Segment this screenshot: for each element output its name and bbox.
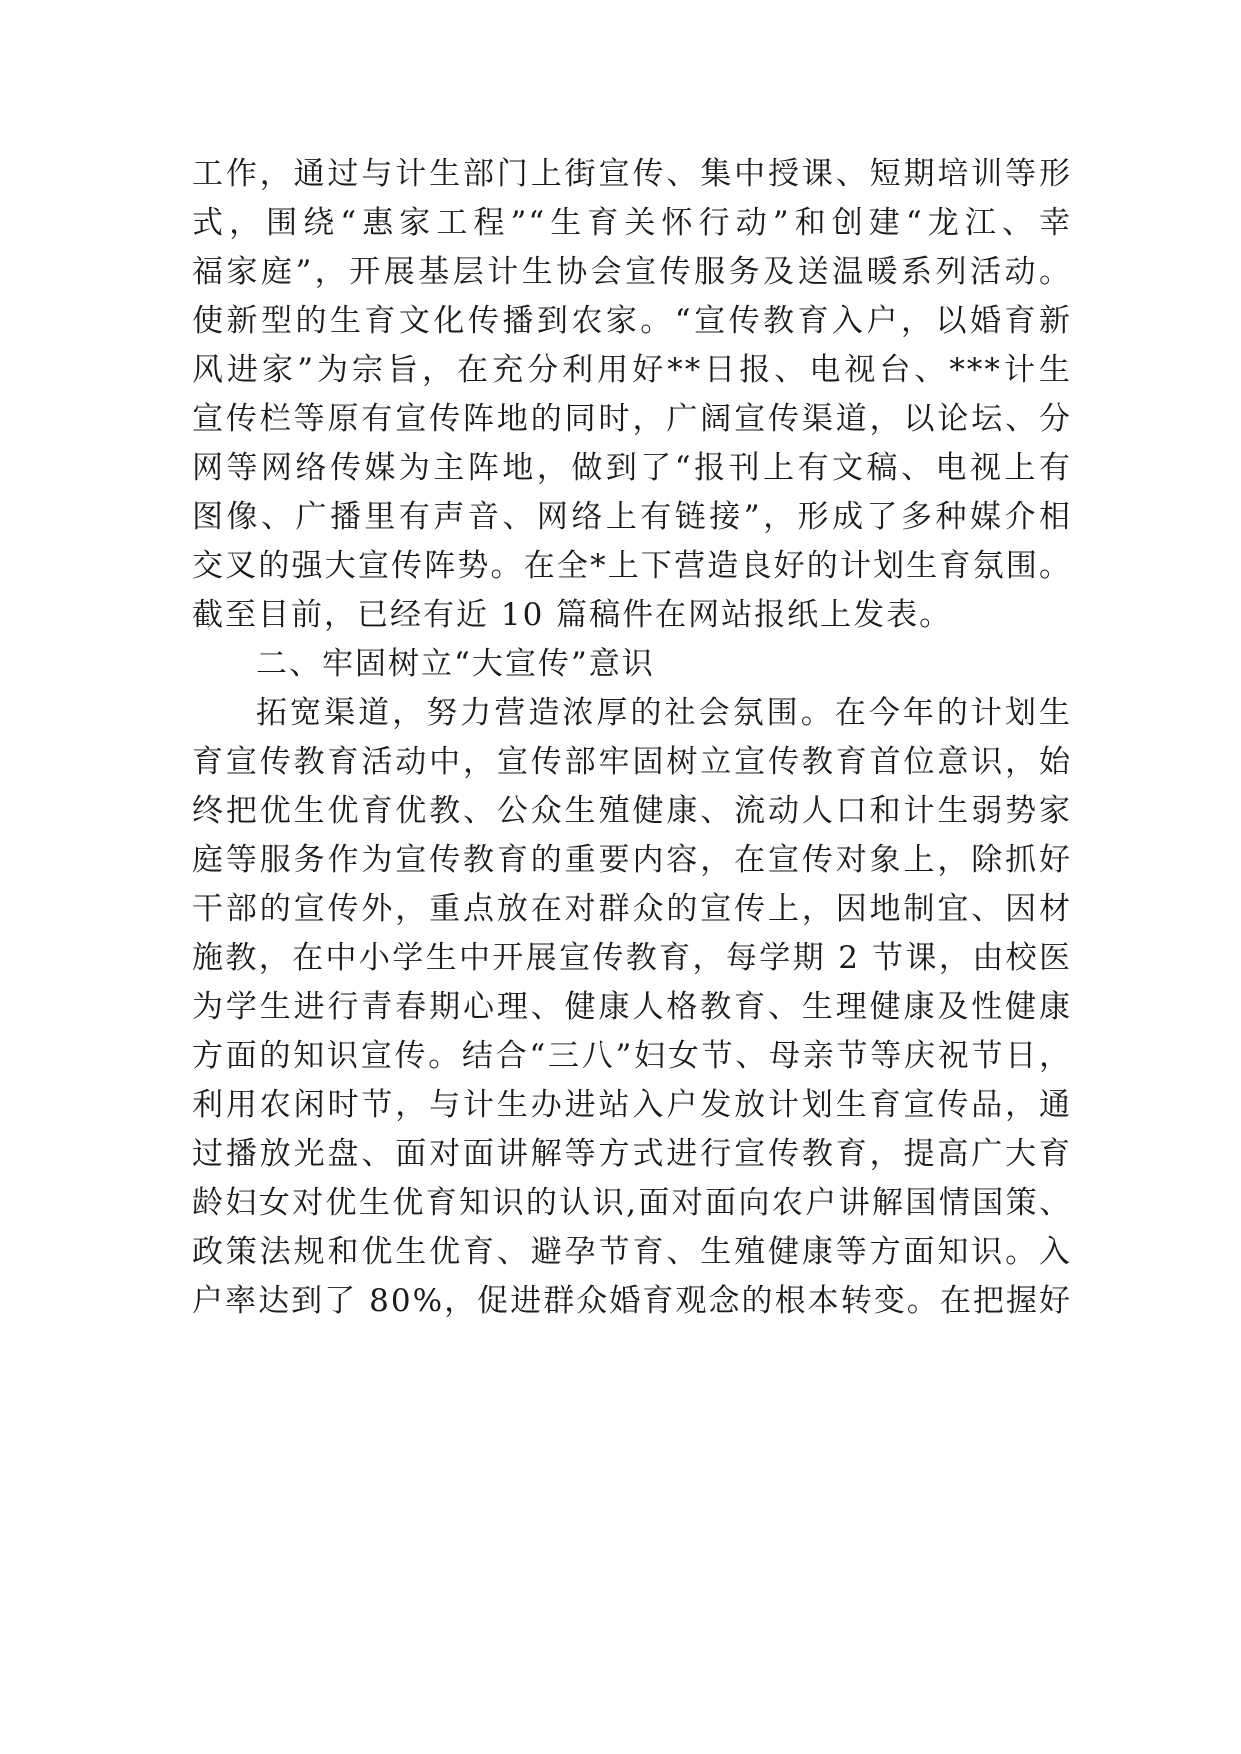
text-line: 终把优生优育优教、公众生殖健康、流动人口和计生弱势家: [192, 793, 1072, 829]
section-heading: 二、牢固树立“大宣传”意识: [256, 646, 655, 682]
text-line: 交叉的强大宣传阵势。在全*上下营造良好的计划生育氛围。: [192, 548, 1072, 584]
text-line: 育宣传教育活动中，宣传部牢固树立宣传教育首位意识，始: [192, 744, 1072, 780]
text-line: 工作，通过与计生部门上街宣传、集中授课、短期培训等形: [192, 156, 1072, 192]
text-line: 式，围绕“惠家工程”“生育关怀行动”和创建“龙江、幸: [192, 205, 1072, 241]
text-line: 过播放光盘、面对面讲解等方式进行宣传教育，提高广大育: [192, 1136, 1072, 1172]
text-line: 截至目前，已经有近 10 篇稿件在网站报纸上发表。: [192, 597, 953, 633]
text-line: 庭等服务作为宣传教育的重要内容，在宣传对象上，除抓好: [192, 842, 1072, 878]
text-line: 风进家”为宗旨，在充分利用好**日报、电视台、***计生: [192, 352, 1072, 388]
text-line: 利用农闲时节，与计生办进站入户发放计划生育宣传品，通: [192, 1087, 1072, 1123]
text-line: 干部的宣传外，重点放在对群众的宣传上，因地制宜、因材: [192, 891, 1072, 927]
text-line: 拓宽渠道，努力营造浓厚的社会氛围。在今年的计划生: [256, 695, 1072, 731]
text-line: 宣传栏等原有宣传阵地的同时，广阔宣传渠道，以论坛、分: [192, 401, 1072, 437]
text-line: 施教，在中小学生中开展宣传教育，每学期 2 节课，由校医: [192, 940, 1072, 976]
text-line: 户率达到了 80%，促进群众婚育观念的根本转变。在把握好: [192, 1283, 1072, 1319]
text-line: 使新型的生育文化传播到农家。“宣传教育入户，以婚育新: [192, 303, 1072, 339]
text-line: 图像、广播里有声音、网络上有链接”，形成了多种媒介相: [192, 499, 1072, 535]
text-line: 政策法规和优生优育、避孕节育、生殖健康等方面知识。入: [192, 1234, 1072, 1270]
text-line: 网等网络传媒为主阵地，做到了“报刊上有文稿、电视上有: [192, 450, 1072, 486]
text-line: 为学生进行青春期心理、健康人格教育、生理健康及性健康: [192, 989, 1072, 1025]
text-line: 福家庭”，开展基层计生协会宣传服务及送温暖系列活动。: [192, 254, 1072, 290]
text-line: 方面的知识宣传。结合“三八”妇女节、母亲节等庆祝节日，: [192, 1038, 1072, 1074]
text-line: 龄妇女对优生优育知识的认识,面对面向农户讲解国情国策、: [192, 1185, 1072, 1221]
